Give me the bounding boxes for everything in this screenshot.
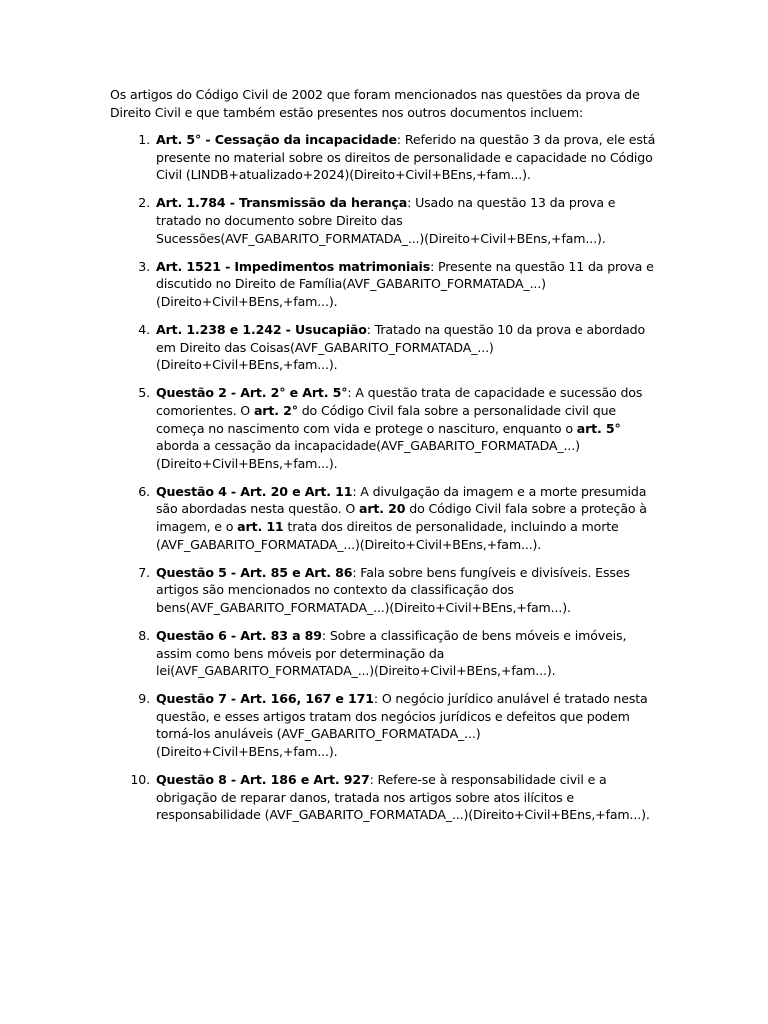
bold-article-reference: Art. 1.238 e 1.242 - Usucapião xyxy=(156,322,367,338)
list-item-number: 2. xyxy=(138,195,150,211)
bold-article-reference: Art. 1521 - Impedimentos matrimoniais xyxy=(156,258,431,274)
text-segment: : A questão trata de capacidade e sucessão dos comorientes. O xyxy=(156,385,643,418)
bold-article-reference: art. 5° xyxy=(576,420,621,436)
bold-article-reference: Questão 8 - Art. 186 e Art. 927 xyxy=(156,772,370,788)
text-segment: : Fala sobre bens fungíveis e divisíveis. Esses artigos são mencionados no contexto da classificação dos bens(AVF_GABARITO_FORMATADA_...)(Direito+Civil+BEns,+fam...). xyxy=(156,564,630,615)
list-item-number: 7. xyxy=(138,564,150,580)
bold-article-reference: Questão 2 - Art. 2° e Art. 5° xyxy=(156,385,348,401)
list-item-number: 4. xyxy=(138,322,150,338)
list-item-number: 9. xyxy=(138,691,150,707)
text-segment: : Referido na questão 3 da prova, ele está presente no material sobre os direitos de personalidade e capacidade no Código Civil (LINDB+atualizado+2024)(Direito+Civil+BEns,+fam...). xyxy=(156,132,656,183)
list-item-text xyxy=(156,322,645,372)
list-item-text xyxy=(156,259,654,309)
list-item xyxy=(110,483,660,553)
bold-article-reference: art. 11 xyxy=(237,518,284,534)
bold-article-reference: art. 20 xyxy=(359,501,406,517)
list-item xyxy=(110,384,660,472)
text-segment: do Código Civil fala sobre a personalidade civil que começa no nascimento com vida e protege o nascituro, enquanto o xyxy=(156,402,617,436)
article-list xyxy=(110,131,660,824)
text-segment: : O negócio jurídico anulável é tratado nesta questão, e esses artigos tratam dos negócios jurídicos e defeitos que podem torná-los anuláveis (AVF_GABARITO_FORMATADA_...)(Direito+Civil+BEns,+fam...). xyxy=(156,691,648,759)
text-segment: aborda a cessação da incapacidade(AVF_GABARITO_FORMATADA_...)(Direito+Civil+BEns,+fam...). xyxy=(156,438,580,471)
list-item xyxy=(110,627,660,680)
list-item xyxy=(110,131,660,184)
intro-paragraph: Os artigos do Código Civil de 2002 que foram mencionados nas questões da prova de Direito Civil e que também estão presentes nos outros documentos incluem: xyxy=(110,87,640,120)
text-segment: : Tratado na questão 10 da prova e abordado em Direito das Coisas(AVF_GABARITO_FORMATADA_...)(Direito+Civil+BEns,+fam...). xyxy=(156,322,646,373)
list-item-number: 8. xyxy=(138,627,150,643)
bold-article-reference: Questão 7 - Art. 166, 167 e 171 xyxy=(156,691,374,707)
text-segment: : Refere-se à responsabilidade civil e a obrigação de reparar danos, tratada nos artigos sobre atos ilícitos e responsabilidade (AVF_GABARITO_FORMATADA_...)(Direito+Civil+BEns,+fam...). xyxy=(156,772,650,823)
list-item xyxy=(110,690,660,760)
list-item xyxy=(110,771,660,824)
list-item-number: 3. xyxy=(138,258,150,274)
list-item-text xyxy=(156,565,630,615)
bold-article-reference: Questão 4 - Art. 20 e Art. 11 xyxy=(156,483,353,499)
list-item-number: 10. xyxy=(130,772,150,788)
text-segment: : Presente na questão 11 da prova e discutido no Direito de Família(AVF_GABARITO_FORMATADA_...)(Direito+Civil+BEns,+fam...). xyxy=(156,258,654,309)
list-item-number: 1. xyxy=(138,132,150,148)
bold-article-reference: Art. 5° - Cessação da incapacidade xyxy=(156,132,397,148)
list-item xyxy=(110,194,660,247)
bold-article-reference: Questão 6 - Art. 83 a 89 xyxy=(156,627,322,643)
bold-article-reference: Questão 5 - Art. 85 e Art. 86 xyxy=(156,564,353,580)
text-segment: trata dos direitos de personalidade, incluindo a morte (AVF_GABARITO_FORMATADA_...)(Direito+Civil+BEns,+fam...). xyxy=(156,518,619,552)
document-page xyxy=(110,86,660,834)
list-item-text xyxy=(156,772,650,822)
text-segment: : A divulgação da imagem e a morte presumida são abordadas nesta questão. O xyxy=(156,483,647,517)
list-item-text xyxy=(156,385,642,470)
list-item xyxy=(110,321,660,374)
text-segment: : Sobre a classificação de bens móveis e imóveis, assim como bens móveis por determinação da lei(AVF_GABARITO_FORMATADA_...)(Direito+Civil+BEns,+fam...). xyxy=(156,627,627,679)
bold-article-reference: art. 2° xyxy=(253,402,298,418)
list-item-text xyxy=(156,132,655,182)
list-item-text xyxy=(156,195,615,245)
list-item-text xyxy=(156,484,647,552)
text-segment: do Código Civil fala sobre a proteção à imagem, e o xyxy=(156,501,647,534)
list-item-text xyxy=(156,691,648,759)
list-item xyxy=(110,258,660,311)
list-item-number: 6. xyxy=(138,483,150,499)
text-segment: : Usado na questão 13 da prova e tratado no documento sobre Direito das Sucessões(AVF_GABARITO_FORMATADA_...)(Direito+Civil+BEns,+fam...). xyxy=(156,195,616,246)
list-item xyxy=(110,564,660,617)
list-item-number: 5. xyxy=(138,385,150,401)
list-item-text xyxy=(156,628,626,678)
bold-article-reference: Art. 1.784 - Transmissão da herança xyxy=(156,195,408,211)
